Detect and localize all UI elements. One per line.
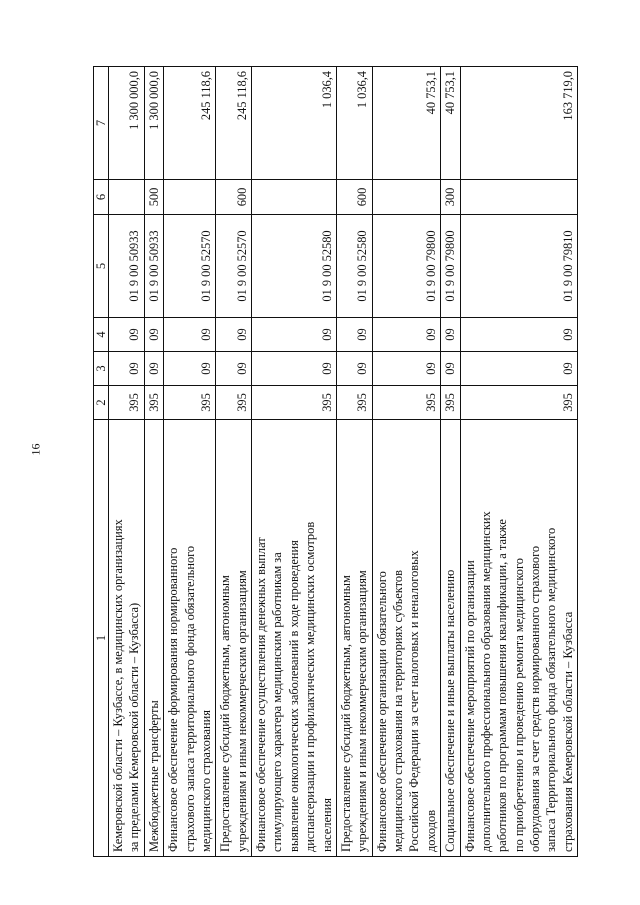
row-description (216, 420, 252, 857)
table-row (252, 67, 337, 857)
expense-type-code (109, 180, 145, 215)
target-article-code: 01 9 00 52580 (336, 215, 372, 318)
target-article-code: 01 9 00 52570 (216, 215, 252, 318)
expense-type-code: 600 (336, 180, 372, 215)
admin-code: 395 (460, 386, 578, 420)
table-row (372, 67, 441, 857)
admin-code: 395 (109, 386, 145, 420)
subsection-code: 09 (252, 318, 337, 352)
table-row (460, 67, 578, 857)
section-code: 09 (144, 352, 163, 386)
amount: 245 118,6 (216, 67, 252, 180)
section-code: 09 (372, 352, 441, 386)
header-col-1: 1 (94, 420, 109, 857)
description-line: учреждениям и иным некоммерческим организациям (355, 570, 370, 852)
row-description (109, 420, 145, 857)
subsection-code: 09 (336, 318, 372, 352)
description-line: работников по программам повышения квалификации, а также (495, 519, 510, 852)
subsection-code: 09 (372, 318, 441, 352)
description-line: запаса Территориального фонда обязательного медицинского (544, 527, 559, 852)
admin-code: 395 (144, 386, 163, 420)
description-line: Финансовое обеспечение организации обязательного (374, 571, 389, 852)
row-description (460, 420, 578, 857)
description-line: за пределами Кемеровской области – Кузбасса) (127, 602, 142, 852)
section-code: 09 (164, 352, 216, 386)
table-row (164, 67, 216, 857)
amount: 40 753,1 (441, 67, 460, 180)
target-article-code: 01 9 00 52580 (252, 215, 337, 318)
table-row (216, 67, 252, 857)
amount: 1 036,4 (336, 67, 372, 180)
description-line: Предоставление субсидий бюджетным, автономным (338, 575, 353, 852)
page-number: 16 (28, 443, 43, 456)
description-line: населения (319, 798, 334, 852)
description-line: дополнительного профессионального образования медицинских (478, 511, 493, 852)
amount: 40 753,1 (372, 67, 441, 180)
amount: 1 300 000,0 (109, 67, 145, 180)
description-line: учреждениям и иным некоммерческим организациям (234, 570, 249, 852)
table-row (109, 67, 145, 857)
section-code: 09 (336, 352, 372, 386)
description-line: выявление онкологических заболеваний в ходе проведения (286, 540, 301, 852)
section-code: 09 (460, 352, 578, 386)
admin-code: 395 (336, 386, 372, 420)
expense-type-code: 600 (216, 180, 252, 215)
row-description (144, 420, 163, 857)
description-line: доходов (423, 809, 438, 852)
description-line: Финансовое обеспечение осуществления денежных выплат (254, 537, 268, 852)
header-col-4: 4 (94, 318, 109, 352)
section-code: 09 (109, 352, 145, 386)
description-line: Финансовое обеспечение мероприятий по организации (462, 560, 477, 852)
subsection-code: 09 (441, 318, 460, 352)
target-article-code: 01 9 00 50933 (144, 215, 163, 318)
description-line: оборудования за счет средств нормированного страхового (528, 545, 542, 852)
header-col-3: 3 (94, 352, 109, 386)
subsection-code: 09 (460, 318, 578, 352)
expense-type-code (372, 180, 441, 215)
target-article-code: 01 9 00 79800 (372, 215, 441, 318)
admin-code: 395 (252, 386, 337, 420)
row-description (372, 420, 441, 857)
header-col-2: 2 (94, 386, 109, 420)
description-line: Финансовое обеспечение формирования нормированного (166, 547, 181, 852)
table-row (336, 67, 372, 857)
header-col-7: 7 (94, 67, 109, 180)
expense-type-code (252, 180, 337, 215)
description-line: Кемеровской области – Кузбассе, в медицинских организациях (111, 519, 125, 852)
table-row (441, 67, 460, 857)
header-col-6: 6 (94, 180, 109, 215)
admin-code: 395 (372, 386, 441, 420)
subsection-code: 09 (216, 318, 252, 352)
row-description (252, 420, 337, 857)
description-line: по приобретению и проведению ремонта медицинского (511, 558, 526, 852)
admin-code: 395 (441, 386, 460, 420)
header-col-5: 5 (94, 215, 109, 318)
amount: 1 036,4 (252, 67, 337, 180)
row-description (336, 420, 372, 857)
description-line: стимулирующего характера медицинским работникам за (270, 552, 285, 852)
row-description (164, 420, 216, 857)
amount: 1 300 000,0 (144, 67, 163, 180)
section-code: 09 (252, 352, 337, 386)
row-description (441, 420, 460, 857)
expense-type-code (460, 180, 578, 215)
target-article-code: 01 9 00 50933 (109, 215, 145, 318)
expense-type-code: 500 (144, 180, 163, 215)
header-row (94, 67, 109, 857)
target-article-code: 01 9 00 79800 (441, 215, 460, 318)
expense-type-code (164, 180, 216, 215)
target-article-code: 01 9 00 52570 (164, 215, 216, 318)
description-line: Межбюджетные трансферты (146, 700, 161, 852)
table-body (109, 67, 578, 857)
rotated-page-content (93, 67, 575, 857)
amount: 245 118,6 (164, 67, 216, 180)
target-article-code: 01 9 00 79810 (460, 215, 578, 318)
expense-type-code: 300 (441, 180, 460, 215)
admin-code: 395 (216, 386, 252, 420)
section-code: 09 (441, 352, 460, 386)
subsection-code: 09 (144, 318, 163, 352)
admin-code: 395 (164, 386, 216, 420)
description-line: Социальное обеспечение и иные выплаты населению (443, 569, 458, 852)
subsection-code: 09 (109, 318, 145, 352)
description-line: диспансеризации и профилактических медицинских осмотров (303, 521, 318, 852)
description-line: страхового запаса территориального фонда обязательного (182, 545, 197, 852)
subsection-code: 09 (164, 318, 216, 352)
description-line: медицинского страхования на территориях субъектов (391, 570, 405, 852)
table-row (144, 67, 163, 857)
description-line: Предоставление субсидий бюджетным, автономным (218, 575, 233, 852)
description-line: страхования Кемеровской области – Кузбасса (560, 611, 575, 852)
budget-table (93, 66, 578, 857)
description-line: медицинского страхования (198, 710, 213, 852)
description-line: Российской Федерации за счет налоговых и неналоговых (407, 550, 422, 852)
amount: 163 719,0 (460, 67, 578, 180)
section-code: 09 (216, 352, 252, 386)
